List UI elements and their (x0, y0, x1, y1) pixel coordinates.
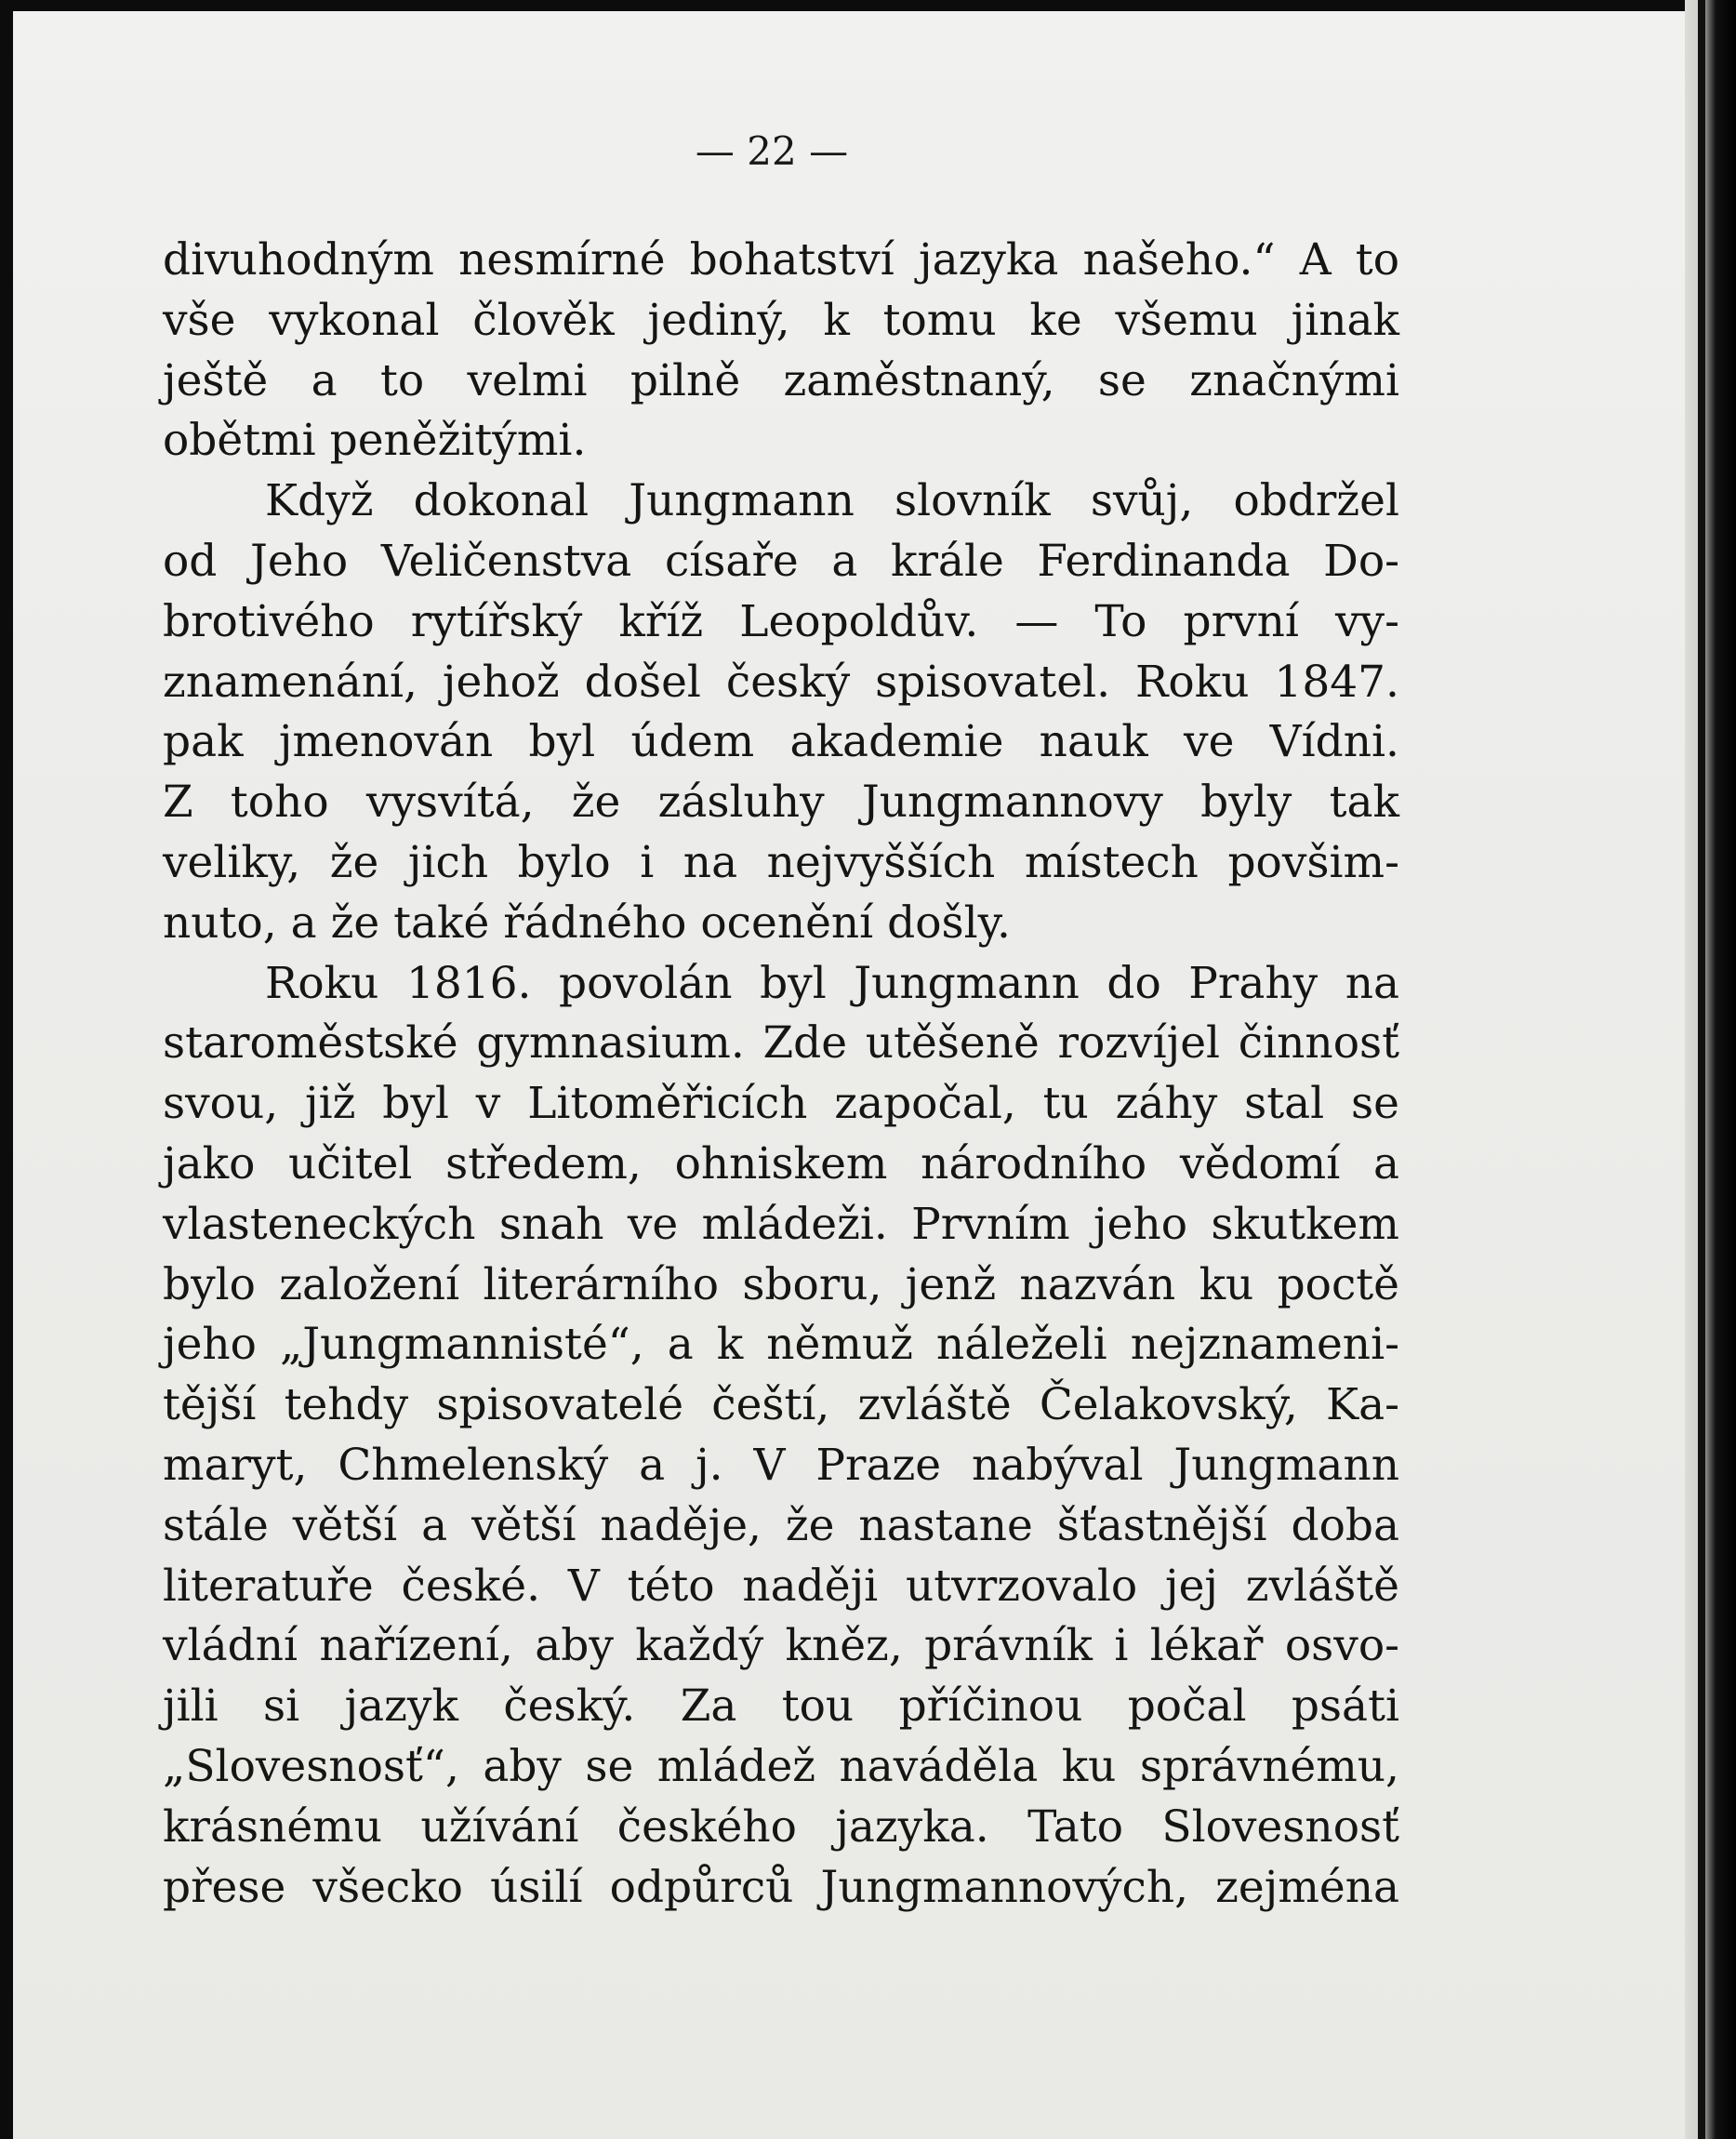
text-line: tější tehdy spisovatelé čeští, zvláště Čelakovský, Ka- (163, 1379, 1399, 1431)
text-line: literatuře české. V této naději utvrzovalo jej zvláště (163, 1560, 1399, 1612)
text-line: staroměstské gymnasium. Zde utěšeně rozvíjel činnosť (163, 1017, 1399, 1070)
text-line: Z toho vysvítá, že zásluhy Jungmannovy byly tak (163, 777, 1399, 829)
text-line: ještě a to velmi pilně zaměstnaný, se značnými (163, 354, 1399, 406)
text-line: znamenání, jehož došel český spisovatel. Roku 1847. (163, 656, 1399, 708)
text-line: nuto, a že také řádného ocenění došly. (163, 897, 1011, 949)
text-line: svou, již byl v Litoměřicích započal, tu záhy stal se (163, 1078, 1399, 1130)
body-text (163, 231, 1399, 1918)
text-line: bylo založení literárního sboru, jenž nazván ku poctě (163, 1258, 1399, 1310)
text-line: pak jmenován byl údem akademie nauk ve Vídni. (163, 716, 1399, 768)
text-line: vlasteneckých snah ve mládeži. Prvním jeho skutkem (163, 1198, 1399, 1250)
text-line: brotivého rytířský kříž Leopoldův. — To první vy- (163, 595, 1399, 647)
text-line: „Slovesnosť“, aby se mládež naváděla ku správnému, (163, 1740, 1399, 1792)
book-spine-edge (1685, 0, 1736, 2139)
text-line: Roku 1816. povolán byl Jungmann do Prahy na (265, 957, 1399, 1009)
text-line: stále větší a větší naděje, že nastane šťastnější doba (163, 1499, 1399, 1551)
text-line: krásnému užívání českého jazyka. Tato Slovesnosť (163, 1800, 1399, 1853)
text-line: od Jeho Veličenstva císaře a krále Ferdinanda Do- (163, 535, 1399, 587)
text-line: Když dokonal Jungmann slovník svůj, obdržel (265, 475, 1399, 527)
binding-shadow (1698, 0, 1705, 2139)
text-line: jako učitel středem, ohniskem národního vědomí a (163, 1137, 1399, 1189)
page-number: — 22 — (695, 128, 849, 174)
text-line: obětmi peněžitými. (163, 415, 587, 467)
text-line: maryt, Chmelenský a j. V Praze nabýval Jungmann (163, 1439, 1399, 1491)
text-line: přese všecko úsilí odpůrců Jungmannových, zejména (163, 1861, 1399, 1913)
text-line: vše vykonal člověk jediný, k tomu ke všemu jinak (163, 294, 1399, 346)
text-line: jeho „Jungmannisté“, a k němuž náleželi nejznameni- (163, 1319, 1399, 1371)
text-line: divuhodným nesmírné bohatství jazyka našeho.“ A to (163, 234, 1399, 286)
text-line: jili si jazyk český. Za tou příčinou počal psáti (163, 1681, 1399, 1733)
text-line: veliky, že jich bylo i na nejvyšších místech povšim- (163, 836, 1399, 888)
text-line: vládní nařízení, aby každý kněz, právník i lékař osvo- (163, 1620, 1399, 1672)
